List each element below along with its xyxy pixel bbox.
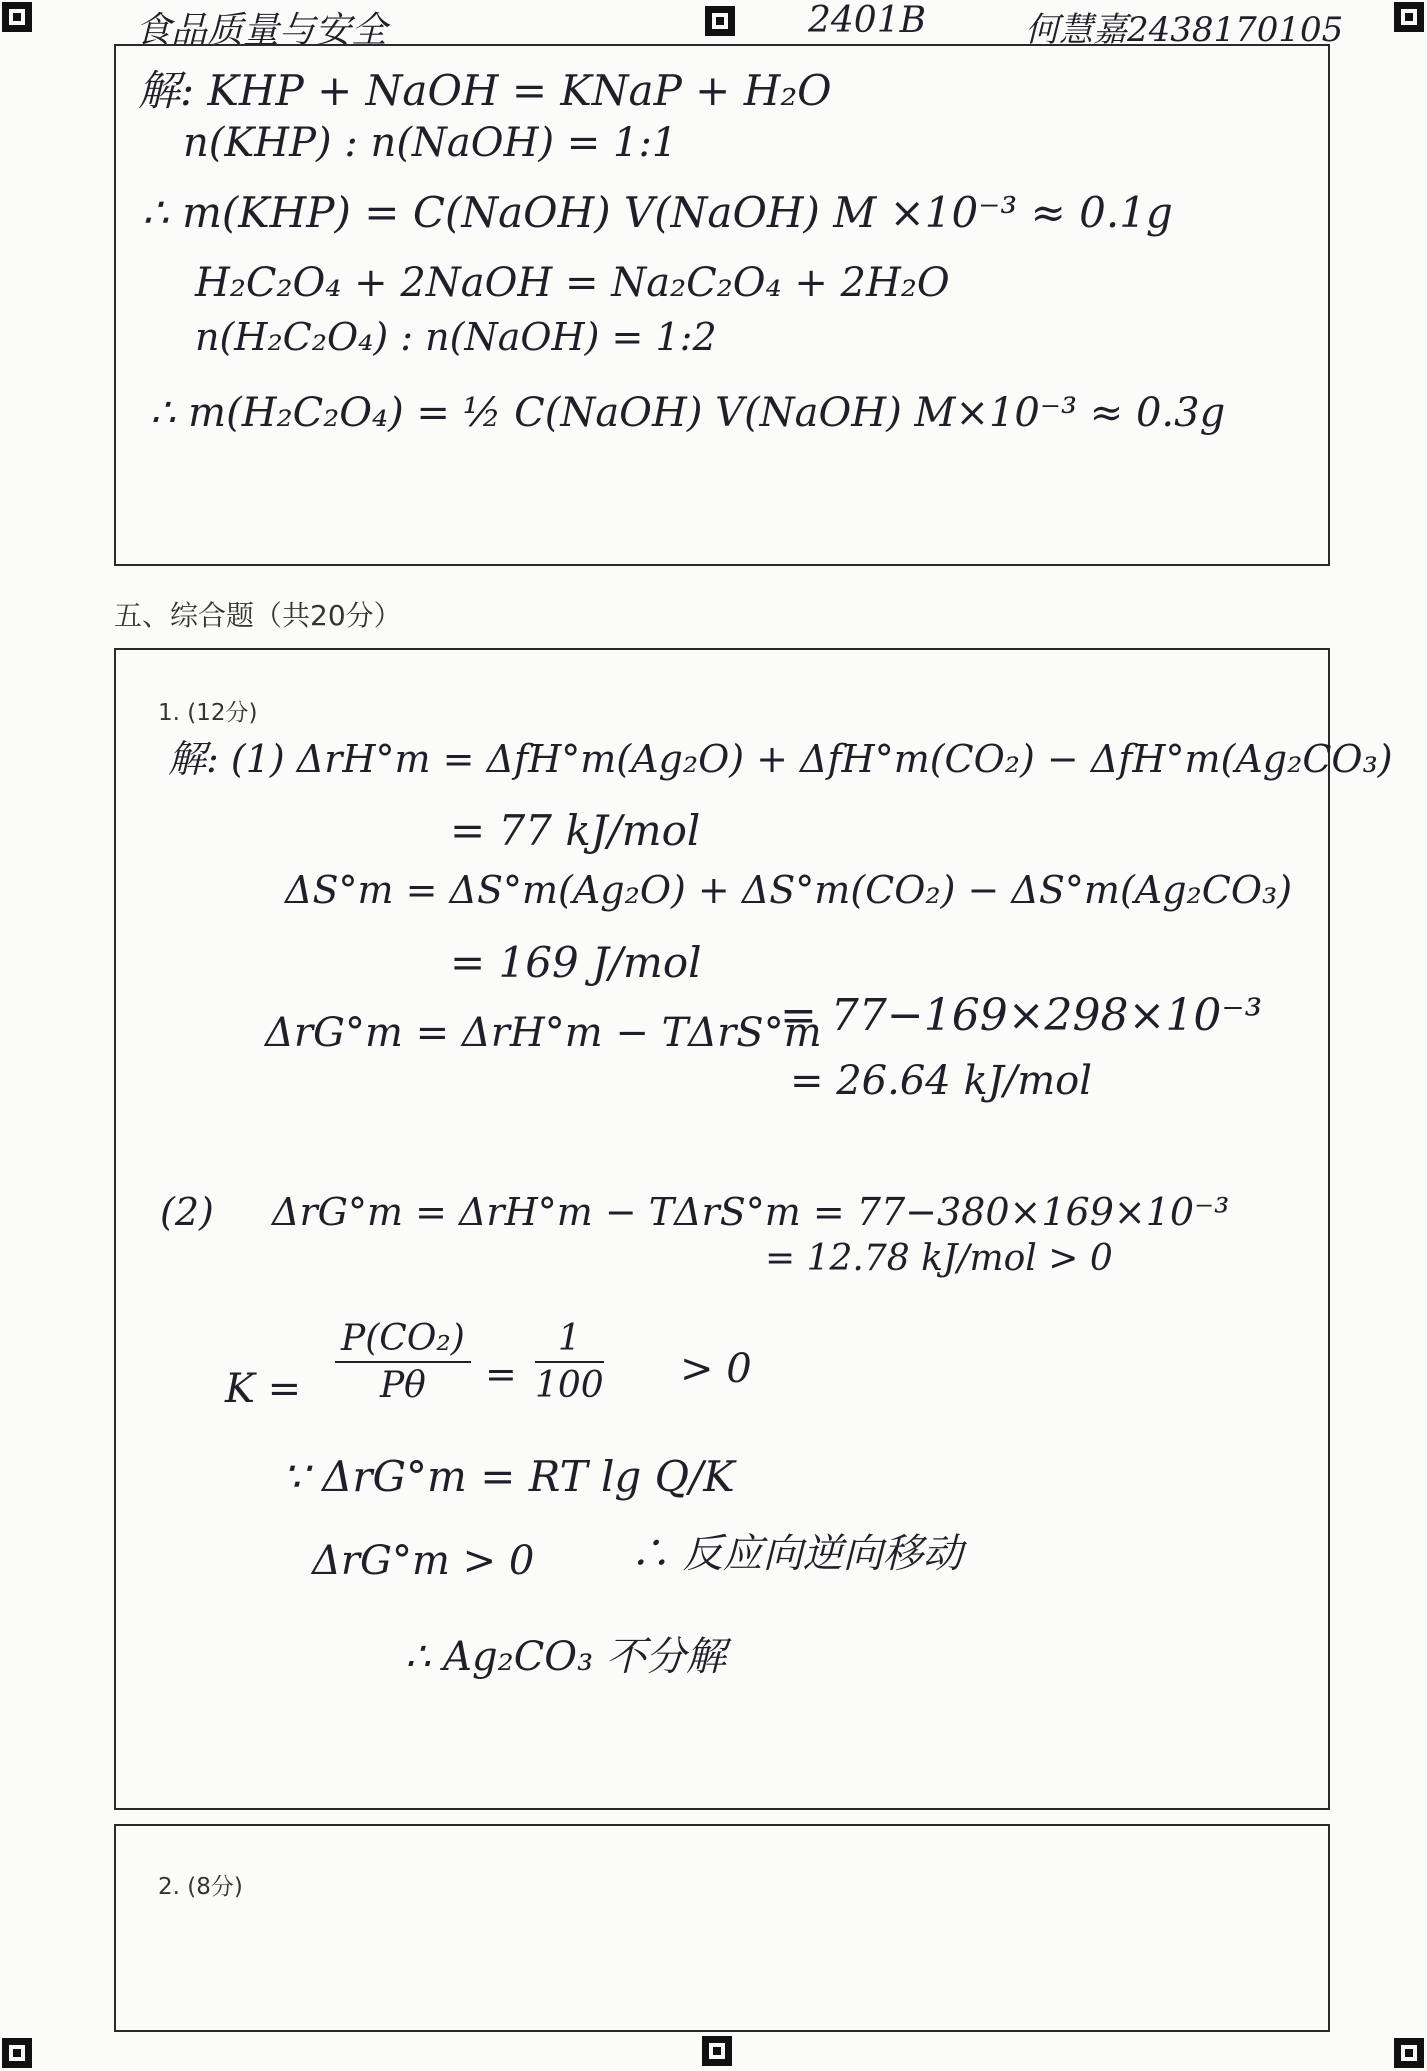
q1-k-value-fraction bbox=[535, 1318, 604, 1406]
q1-k-label: K = bbox=[225, 1366, 302, 1412]
answer-line-1: 解: KHP + NaOH = KNaP + H₂O bbox=[138, 66, 832, 115]
header-student: 何慧嘉2438170105 bbox=[1025, 10, 1344, 50]
q1-line-10: = 12.78 kJ/mol > 0 bbox=[765, 1238, 1113, 1279]
q1-part-2-label: (2) bbox=[160, 1190, 214, 1234]
answer-line-5: n(H₂C₂O₄) : n(NaOH) = 1:2 bbox=[195, 315, 717, 359]
answer-line-6: ∴ m(H₂C₂O₄) = ½ C(NaOH) V(NaOH) M×10⁻³ ≈ 0.3g bbox=[150, 390, 1226, 436]
q1-line-15: ΔrG°m > 0 bbox=[312, 1538, 535, 1584]
q1-line-7: = 26.64 kJ/mol bbox=[790, 1058, 1093, 1104]
q1-k-equals: = bbox=[485, 1352, 517, 1396]
registration-marker-bottom-left bbox=[2, 2038, 32, 2068]
section-heading: 五、综合题（共20分） bbox=[114, 599, 402, 632]
q1-k-fraction bbox=[335, 1318, 471, 1406]
answer-line-3: ∴ m(KHP) = C(NaOH) V(NaOH) M ×10⁻³ ≈ 0.1g bbox=[142, 188, 1173, 237]
q1-k-gt-zero: > 0 bbox=[680, 1346, 752, 1392]
registration-marker-bottom-center bbox=[702, 2036, 732, 2066]
header-class-code: 2401B bbox=[808, 0, 927, 41]
q1-line-9: ΔrG°m = ΔrH°m − TΔrS°m = 77−380×169×10⁻³ bbox=[272, 1190, 1230, 1234]
q1-k-denominator: Pθ bbox=[379, 1365, 426, 1406]
q1-line-6: = 77−169×298×10⁻³ bbox=[780, 990, 1263, 1041]
q1-line-4: = 169 J/mol bbox=[450, 938, 702, 987]
q1-line-17: ∴ Ag₂CO₃ 不分解 bbox=[405, 1634, 726, 1680]
q1-line-16: ∴ 反应向逆向移动 bbox=[630, 1531, 963, 1577]
question-2-box bbox=[114, 1824, 1330, 2032]
q1-k-value-numerator: 1 bbox=[535, 1318, 604, 1363]
q1-k-value-denominator: 100 bbox=[535, 1365, 604, 1406]
registration-marker-top-center bbox=[705, 6, 735, 36]
registration-marker-bottom-right bbox=[1394, 2038, 1424, 2068]
q1-line-5: ΔrG°m = ΔrH°m − TΔrS°m bbox=[265, 1010, 822, 1056]
question-2-label: 2. (8分) bbox=[158, 1874, 243, 1900]
answer-line-2: n(KHP) : n(NaOH) = 1:1 bbox=[183, 120, 678, 166]
q1-line-1: 解: (1) ΔrH°m = ΔfH°m(Ag₂O) + ΔfH°m(CO₂) − ΔfH°m(Ag₂CO₃) bbox=[168, 737, 1393, 781]
q1-line-3: ΔS°m = ΔS°m(Ag₂O) + ΔS°m(CO₂) − ΔS°m(Ag₂CO₃) bbox=[285, 868, 1293, 912]
registration-marker-top-right bbox=[1394, 2, 1424, 32]
answer-line-4: H₂C₂O₄ + 2NaOH = Na₂C₂O₄ + 2H₂O bbox=[195, 260, 950, 306]
q1-line-14: ∵ ΔrG°m = RT lg Q/K bbox=[282, 1452, 735, 1501]
question-1-label: 1. (12分) bbox=[158, 700, 258, 726]
header-course: 食品质量与安全 bbox=[135, 10, 388, 51]
q1-k-numerator: P(CO₂) bbox=[335, 1318, 471, 1363]
registration-marker-top-left bbox=[2, 2, 32, 32]
q1-line-2: = 77 kJ/mol bbox=[450, 806, 701, 855]
